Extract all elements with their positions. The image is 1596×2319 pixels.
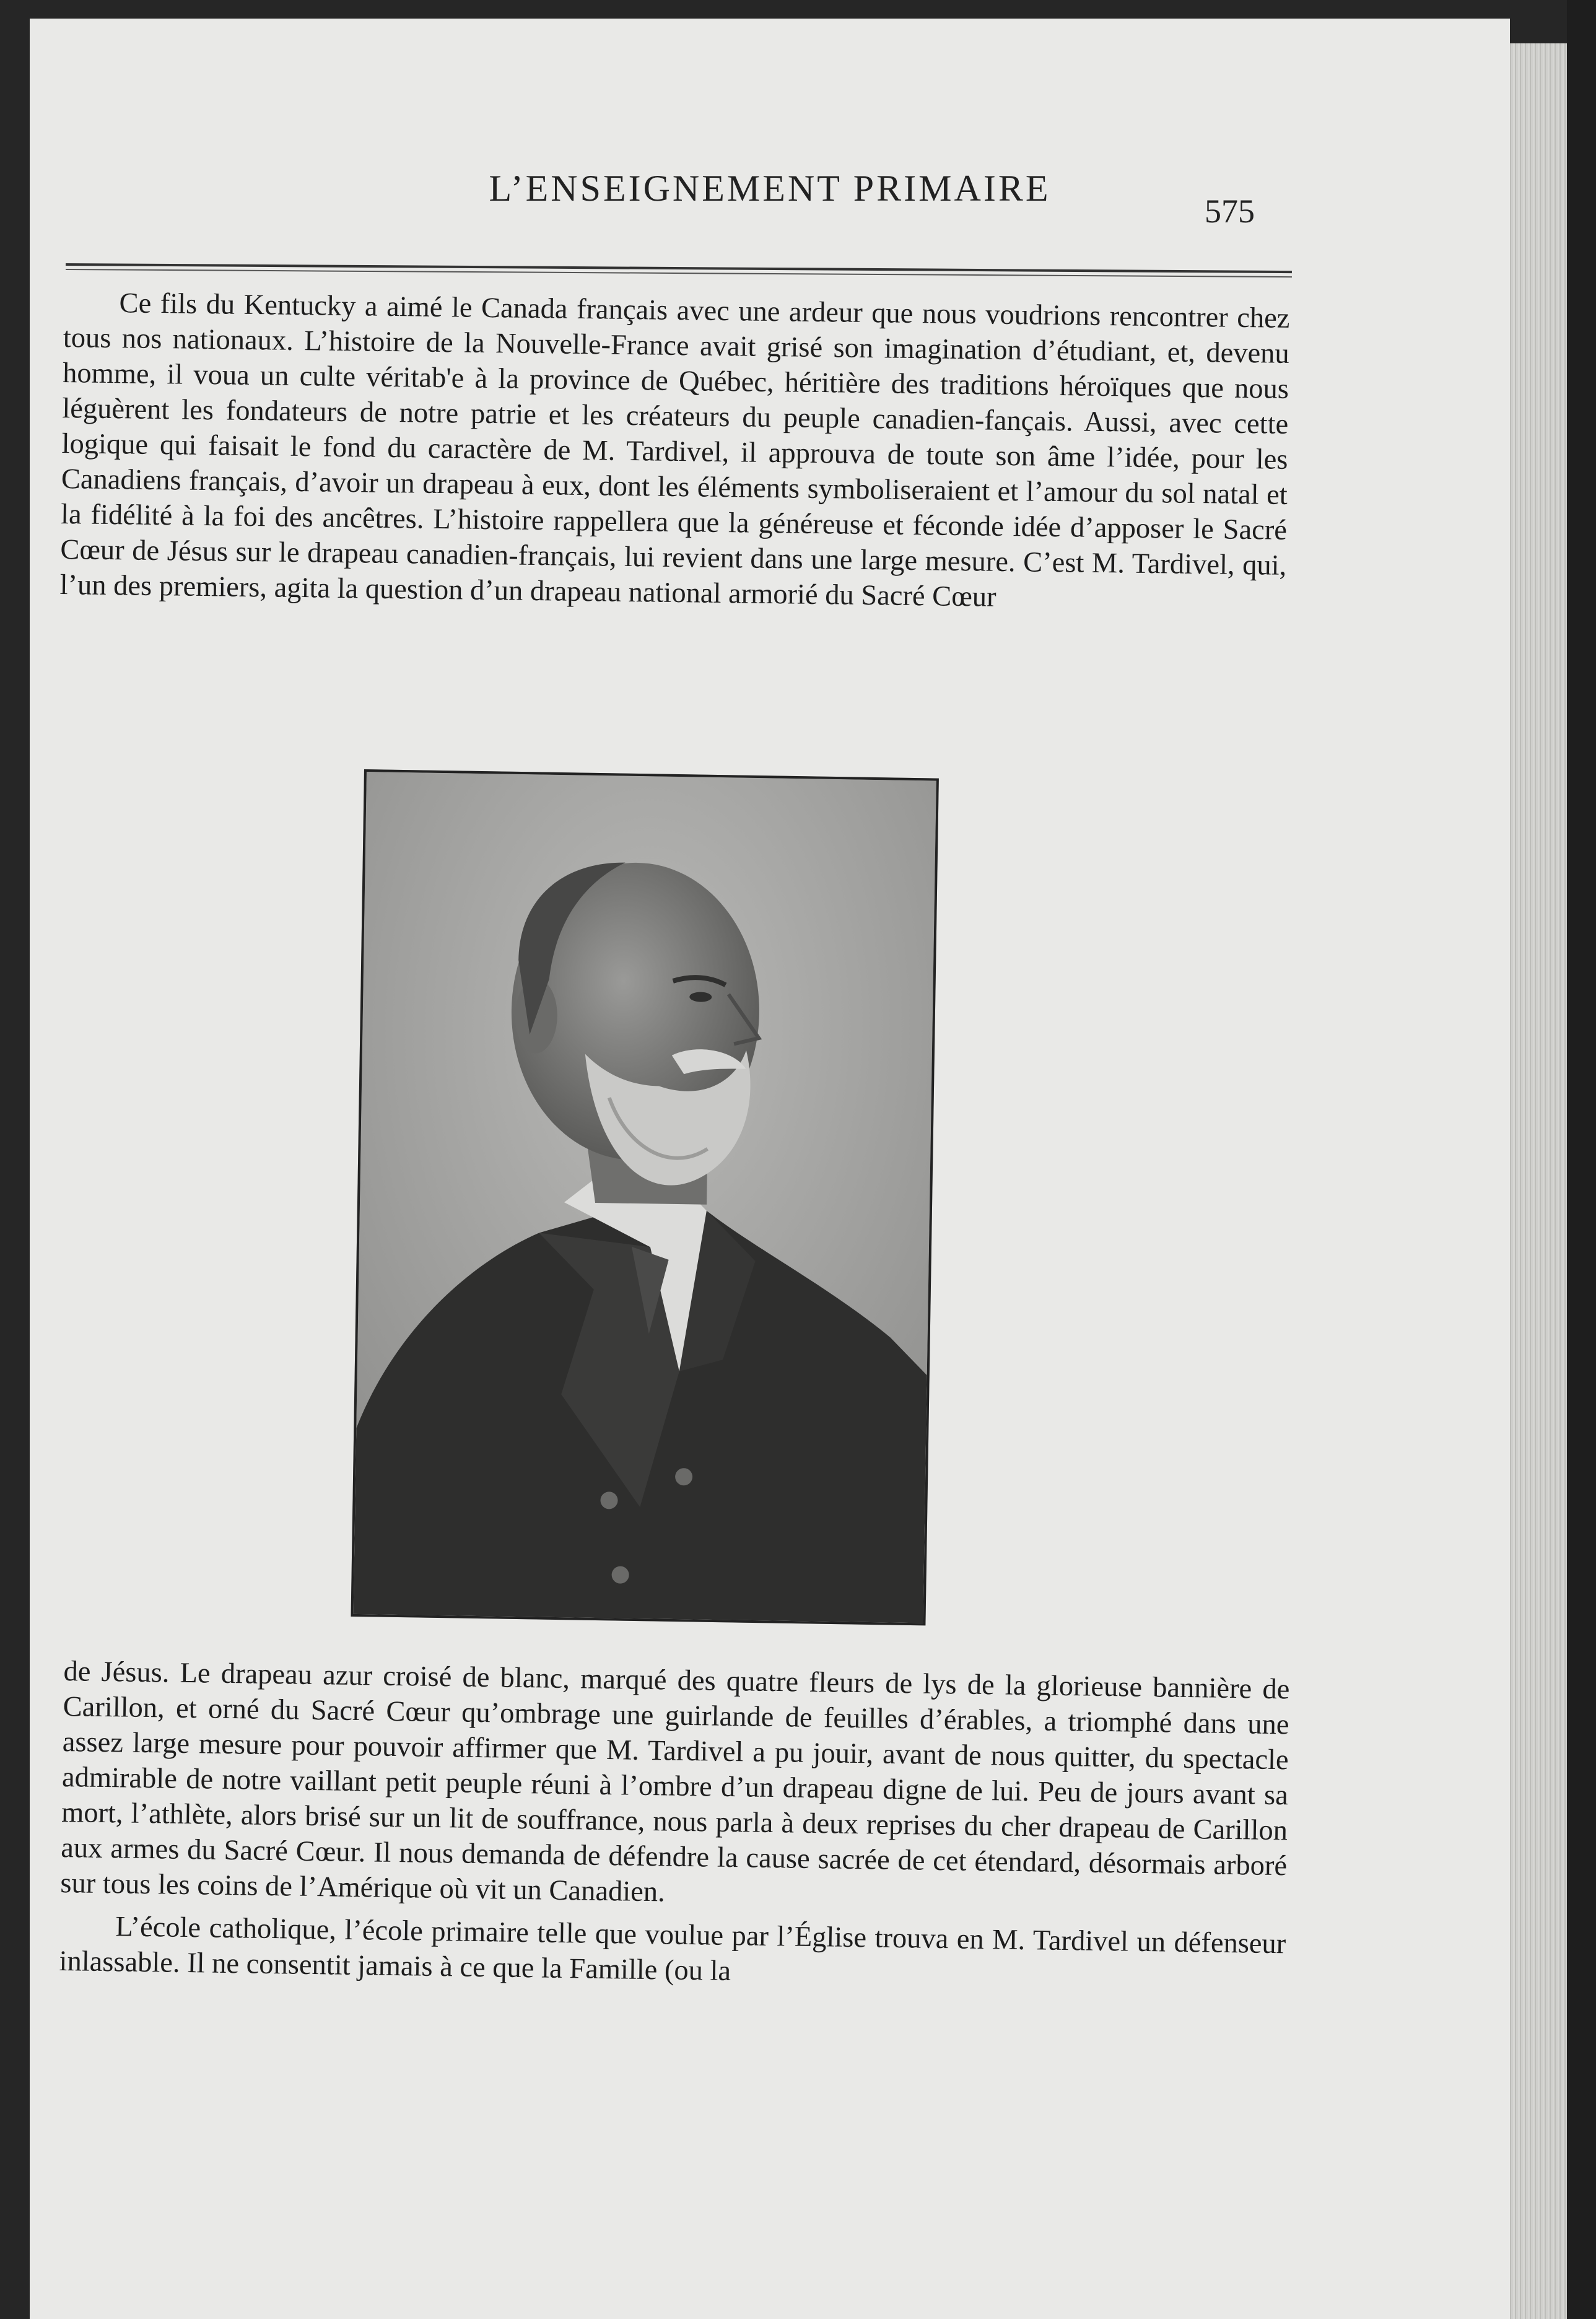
running-title: L’ENSEIGNEMENT PRIMAIRE	[489, 168, 1051, 209]
text-block-top	[59, 285, 1290, 619]
paragraph-3: L’école catholique, l’école primaire telle que voulue par l’Église trouva en M. Tardivel un défenseur inlassable. Il ne consentit jamais à ce que la Famille (ou la	[59, 1911, 1286, 1988]
page-number: 575	[1205, 193, 1255, 230]
paragraph-1: Ce fils du Kentucky a aimé le Canada français avec une ardeur que nous voudrions rencontrer chez tous nos nationaux. L’histoire de la Nouvelle-France avait grisé son imagination d’étudiant, et, devenu homme, il voua un culte véritab'e à la province de Québec, héritière des traditions héroïques que nous léguèrent les fondateurs de notre patrie et les créateurs du peuple canadien-fançais. Aussi, avec cette logique qui faisait le fond du caractère de M. Tardivel, il approuva de toute son âme l’idée, pour les Canadiens français, d’avoir un drapeau à eux, dont les éléments symboliseraient et l’amour du sol natal et la fidélité à la foi des ancêtres. L’histoire rappellera que la généreuse et féconde idée d’apposer le Sacré Cœur de Jésus sur le drapeau canadien-français, lui revient dans une large mesure. C’est M. Tardivel, qui, l’un des premiers, agita la question d’un drapeau national armorié du Sacré Cœur	[59, 287, 1290, 613]
portrait-drawing	[354, 772, 936, 1623]
paragraph-2: de Jésus. Le drapeau azur croisé de blanc, marqué des quatre fleurs de lys de la glorieuse bannière de Carillon, et orné du Sacré Cœur qu’ombrage une guirlande de feuilles d’érables, a triomphé dans une assez large mesure pour pouvoir affirmer que M. Tardivel a pu jouir, avant de nous quitter, du spectacle admirable de notre vaillant petit peuple réuni à l’ombre d’un drapeau digne de lui. Peu de jours avant sa mort, l’athlète, alors brisé sur un lit de souffrance, nous parla à deux reprises du cher drapeau de Carillon aux armes du Sacré Cœur. Il nous demanda de défendre la cause sacrée de cet étendard, désormais arboré sur tous les coins de l’Amérique où vit un Canadien.	[60, 1655, 1290, 1908]
book-page	[30, 19, 1510, 2319]
text-block-bottom	[59, 1654, 1290, 1997]
portrait-photograph-icon	[351, 769, 939, 1625]
scan-right-margin	[1567, 0, 1596, 2319]
header-rule	[66, 263, 1292, 273]
